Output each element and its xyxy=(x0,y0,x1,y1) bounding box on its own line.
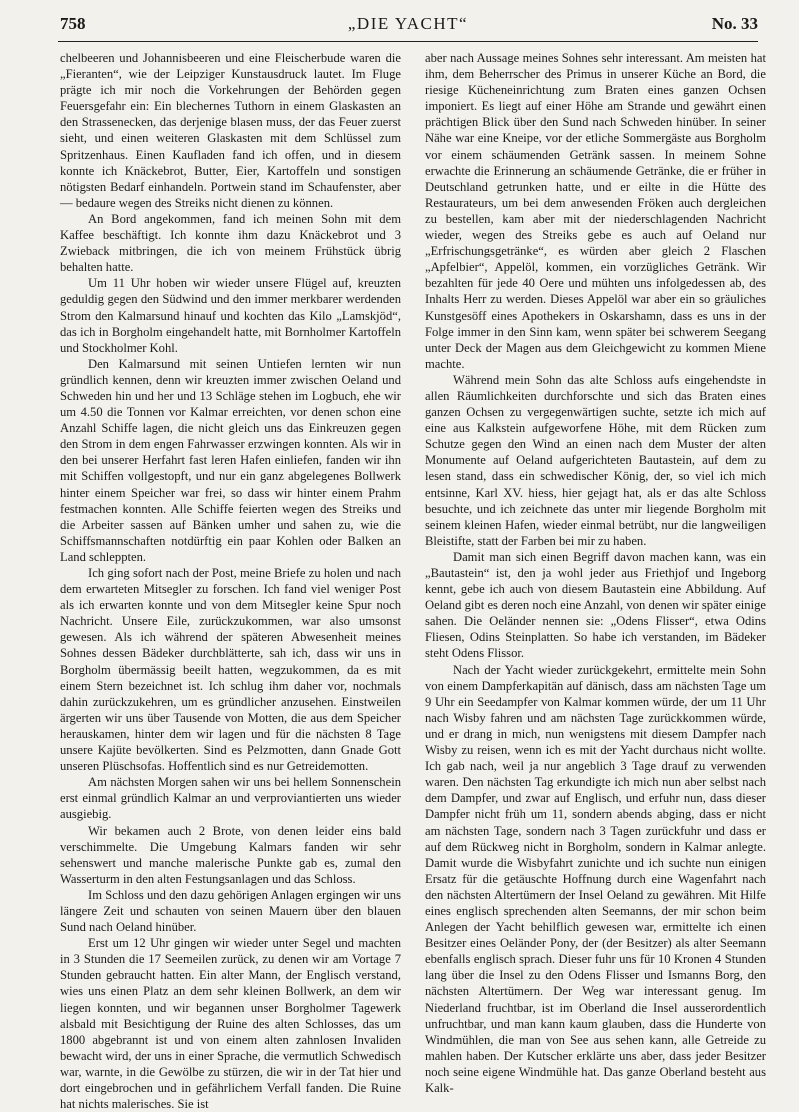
header-rule xyxy=(58,41,758,42)
page-header xyxy=(58,12,758,38)
left-column xyxy=(60,50,401,1112)
paragraph: Den Kalmarsund mit seinen Untiefen lernten wir nun gründlich kennen, denn wir kreuzten immer zwischen Oeland und Schweden hin und her und 13 Schläge stehen im Logbuch, ehe wir um 4.50 die Tonnen vor Kalmar erreichten, vor denen schon eine Anzahl Schiffe lagen, die nicht gleich uns das Einkreuzen gegen den Strom in dem engen Fahrwasser erzwingen konnten. Als wir in den bei unserer Herfahrt fast leren Hafen einliefen, fanden wir ihn mit Schiffen vollgestopft, und nur ein ganz abgelegenes Bollwerk hinter einem Speicher war frei, so dass wir hinter einem Prahm festmachen konnten. Alle Schiffe feierten wegen des Streiks und die Arbeiter sassen auf Bänken umher und sahen zu, wie die Schiffsmannschaften notdürftig ein paar Kohlen oder Balken an Land schleppten. xyxy=(60,356,401,564)
paragraph: Während mein Sohn das alte Schloss aufs eingehendste in allen Räumlichkeiten durchforschte und sich das Braten eines ganzen Ochsen zu vergegenwärtigen suchte, setzte ich mich auf eine aus Kalkstein aufgeworfene Höhe, mit dem Rücken zum Schutze gegen den Wind an einen nach dem Muster der alten Monumente auf Oeland aufgerichteten Bautastein, auf dem zu lesen stand, dass ein schwedischer König, der, so viel ich mich entsinne, Karl XV. hiess, hier gejagt hat, als er das alte Schloss besuchte, und ich zeichnete das unter mir liegende Borgholm mit seinem kleinen Hafen, wieder einmal betrübt, nur die langweiligen Bleistifte, statt der Farben bei mir zu haben. xyxy=(425,372,766,548)
paragraph: An Bord angekommen, fand ich meinen Sohn mit dem Kaffee beschäftigt. Ich konnte ihm dazu Knäckebrot und 3 Zwieback mitbringen, die ich von meinem Frühstück übrig behalten hatte. xyxy=(60,211,401,275)
paragraph: Wir bekamen auch 2 Brote, von denen leider eins bald verschimmelte. Die Umgebung Kalmars fanden wir sehr sehenswert und manche malerische Punkte gab es, zumal den Wasserturm in den alten Festungsanlagen und das Schloss. xyxy=(60,823,401,886)
paragraph: Am nächsten Morgen sahen wir uns bei hellem Sonnenschein erst einmal gründlich Kalmar an und verproviantierten uns wieder ausgiebig. xyxy=(60,775,401,822)
paragraph: chelbeeren und Johannisbeeren und eine Fleischerbude waren die „Fieranten“, wie der Leipziger Kunstausdruck lautet. Im Fluge prägte ich mir noch die Vorkehrungen der Behörden gegen Feuersgefahr ein: Ein blechernes Tuthorn in einem Glaskasten an den Strassenecken, das derjenige blasen muss, der das Feuer zuerst sieht, und einen weiteren Glaskasten mit dem Schlüssel zum Spritzenhaus. Einen Kaufladen fand ich offen, und in diesem konnte ich Knäckebrot, Butter, Eier, Kartoffeln und sonstigen nötigsten Bedarf einhandeln. Portwein stand im Schaufenster, aber — bedaure wegen des Streiks nicht dienen zu können. xyxy=(60,51,401,210)
paragraph: aber nach Aussage meines Sohnes sehr interessant. Am meisten hat ihm, dem Beherrscher des Primus in unserer Küche an Bord, die riesige Kücheneinrichtung zum Braten eines ganzen Ochsen imponiert. Es liegt auf einer Höhe am Strande und gewährt einen prächtigen Blick über den Sund nach Schweden hinüber. In seiner Nähe war eine Kneipe, vor der etliche Sommergäste aus Borgholm vor einem schäumenden Getränk sassen. In meinem Sohne erwachte die Erinnerung an schäumende Getränke, die er früher in Deutschland getrunken hatte, und er eilte in die Hütte des Restaurateurs, um bei dem anwesenden Fröken auch dergleichen zu bestellen, kam aber mit der niederschlagenden Nachricht wieder, wegen des Streiks gebe es auch auf Oeland nur „Erfrischungsgetränke“, es würden aber gleich 2 Flaschen „Apfelbier“, Appelöl, kommen, ein vorzügliches Getränk. Wir bezahlten für jede 40 Oere und mühten uns infolgedessen ab, des Inhalts Herr zu werden. Dieses Appelöl war aber ein so gräuliches Kunstgesöff eines Apothekers in Oskarshamn, dass es uns in der Folge immer in den Sinn kam, wenn später bei schwerem Seegang unter Deck der Magen aus dem Gleichgewicht zu kommen Miene machte. xyxy=(425,51,766,371)
running-title: „DIE YACHT“ xyxy=(347,14,469,33)
paragraph: Erst um 12 Uhr gingen wir wieder unter Segel und machten in 3 Stunden die 17 Seemeilen zurück, zu denen wir am Vortage 7 Stunden gebraucht hatten. Ein alter Mann, der Englisch verstand, wies uns einen Platz an dem sehr kleinen Bollwerk, an dem wir liegen konnten, und wir begannen unser Borgholmer Tagewerk alsbald mit Besichtigung der Ruine des alten Schlosses, das um 1800 abgebrannt ist und von einem alten zahnlosen Invaliden bewacht wird, der uns in einer Sprache, die vermutlich Schwedisch war, warnte, in die Gewölbe zu stürzen, die wir in der Tat hier und dort eingebrochen und in gefährlichem Verfall fanden. Die Ruine hat nichts malerisches. Sie ist xyxy=(60,936,401,1112)
paragraph: Im Schloss und den dazu gehörigen Anlagen ergingen wir uns längere Zeit und schauten von seinen Mauern über den blauen Sund nach Oeland hinüber. xyxy=(60,887,401,935)
page-number: 758 xyxy=(60,14,86,33)
paragraph: Um 11 Uhr hoben wir wieder unsere Flügel auf, kreuzten geduldig gegen den Südwind und den immer merkbarer werdenden Strom den Kalmarsund hinauf und kochten das Kilo „Lamskjöd“, das ich in Borgholm eingehandelt hatte, mit Bornholmer Kartoffeln und Stockholmer Kohl. xyxy=(60,276,401,355)
paragraph: Ich ging sofort nach der Post, meine Briefe zu holen und nach dem erwarteten Mitsegler zu forschen. Ich fand viel weniger Post als ich erwarten konnte und von dem Mitsegler keine Spur noch Nachricht. Unsere Eile, zurückzukommen, war also umsonst gewesen. Als ich während der späteren Abwesenheit meines Sohnes dessen Bädeker durchblätterte, sah ich, dass wir uns in Borgholm übermässig beeilt hatten, wegzukommen, da es mit einem Stern bezeichnet ist. Ich schlug ihm daher vor, nochmals dahin zurückzukehren, um es gründlicher anzusehen. Einstweilen ärgerten wir uns über Tausende von Motten, die aus dem Speicher herauskamen, hinter dem wir lagen und für die nächsten 8 Tage unsere Kajüte bevölkerten. Sind es Pelzmotten, dann Gnade Gott unseren Plüschsofas. Hoffentlich sind es nur Getreidemotten. xyxy=(60,566,401,774)
right-column xyxy=(425,50,766,1095)
issue-number: No. 33 xyxy=(711,14,758,33)
paragraph: Damit man sich einen Begriff davon machen kann, was ein „Bautastein“ ist, den ja wohl jeder aus Friethjof und Ingeborg kennt, gebe ich auch von diesem Bautastein eine Abbildung. Auf Oeland gibt es deren noch eine Anzahl, von denen wir später einige sahen. Die Oeländer nennen sie: „Odens Flisser“, etwa Odins Fliesen, Odins Steinplatten. So habe ich verstanden, im Bädeker steht Odens Flissor. xyxy=(425,549,766,661)
paragraph: Nach der Yacht wieder zurückgekehrt, ermittelte mein Sohn von einem Dampferkapitän auf dänisch, dass am nächsten Tage um 9 Uhr ein Seedampfer von Kalmar kommen würde, der um 11 Uhr nach Wisby fahren und am nächsten Tage zurückkommen würde, und er drang in mich, nun wenigstens mit diesem Dampfer nach Wisby zu reisen, wenn ich es mit der Yacht durchaus nicht wollte. Ich gab nach, weil ja nur angeblich 3 Tage drauf zu verwenden waren. Den nächsten Tag erkundigte ich mich nun aber selbst nach dem Dampfer, und zwar auf Englisch, und erfuhr nun, dass dieser Dampfer nicht früh um 11, sondern abends abging, dass er nicht am nächsten Tage, sondern nach 3 Tagen zurückfuhr und dass er auf dem Rückweg nicht in Borgholm, sondern in Kalmar anlegte. Damit wurde die Wisbyfahrt zunichte und ich suchte nun einigen Ersatz für die getäuschte Hoffnung durch eine Wagenfahrt nach den nächsten Altertümern der Insel Oeland zu gewähren. Mit Hilfe eines englisch sprechenden alten Seemanns, der mir schon beim Anlegen der Yacht behilflich gewesen war, ermittelte ich einen Besitzer eines Oeländer Pony, der (der Besitzer) als alter Seemann ebenfalls englisch sprach. Dieser fuhr uns für 10 Kronen 4 Stunden lang über die Insel zu den Odens Flisser und Ismanns Borg, den nächsten Altertümern. Der Weg war interessant genug. Im Niederland fruchtbar, ist im Oberland die Insel ausserordentlich unfruchtbar, und man kann kaum glauben, dass die Hunderte von Windmühlen, die man von See aus sehen kann, alle Getreide zu mahlen haben. Der Kutscher erklärte uns aber, dass jeder Besitzer noch seine eigene Windmühle hat. Das ganze Oberland besteht aus Kalk- xyxy=(425,662,766,1095)
